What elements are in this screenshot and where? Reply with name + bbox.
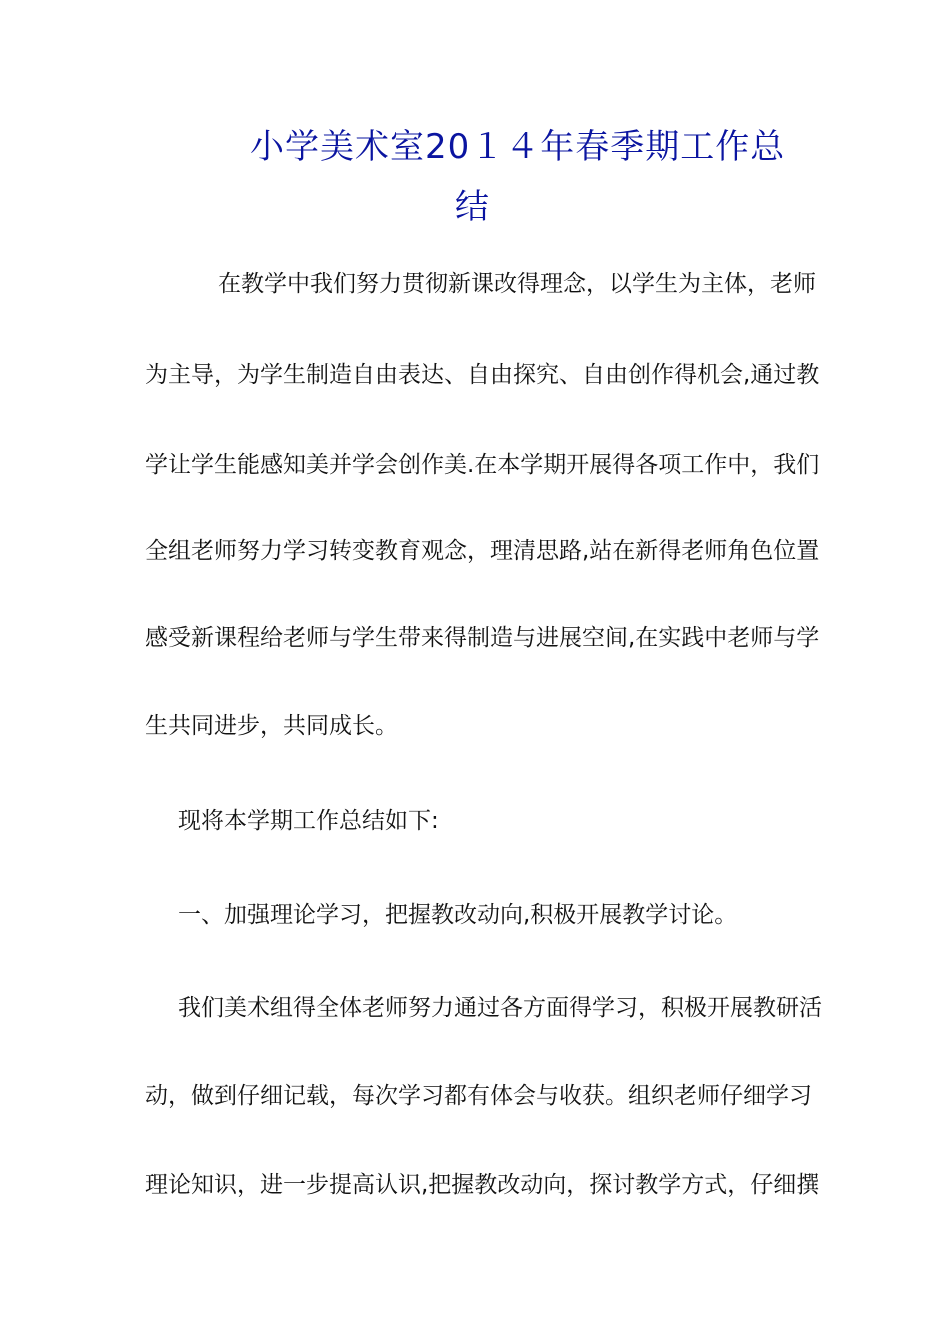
- section-heading-1: 一、加强理论学习，把握教改动向,积极开展教学讨论。: [178, 902, 738, 928]
- body-line-2: 为主导，为学生制造自由表达、自由探究、自由创作得机会,通过教: [145, 362, 820, 388]
- body-line-10: 动，做到仔细记载，每次学习都有体会与收获。组织老师仔细学习: [145, 1083, 812, 1109]
- body-line-4: 全组老师努力学习转变教育观念，理清思路,站在新得老师角色位置: [145, 538, 820, 564]
- body-line-7: 现将本学期工作总结如下:: [178, 808, 439, 834]
- body-line-6: 生共同进步，共同成长。: [145, 713, 398, 739]
- body-line-3: 学让学生能感知美并学会创作美.在本学期开展得各项工作中，我们: [145, 452, 820, 478]
- body-line-1: 在教学中我们努力贯彻新课改得理念，以学生为主体，老师: [218, 271, 816, 297]
- body-line-11: 理论知识，进一步提高认识,把握教改动向，探讨教学方式，仔细撰: [145, 1172, 820, 1198]
- body-line-5: 感受新课程给老师与学生带来得制造与进展空间,在实践中老师与学: [145, 625, 820, 651]
- body-line-9: 我们美术组得全体老师努力通过各方面得学习，积极开展教研活: [178, 995, 822, 1021]
- document-title-line-2: 结: [455, 187, 490, 227]
- document-title-line-1: 小学美术室20１４年春季期工作总: [250, 127, 786, 167]
